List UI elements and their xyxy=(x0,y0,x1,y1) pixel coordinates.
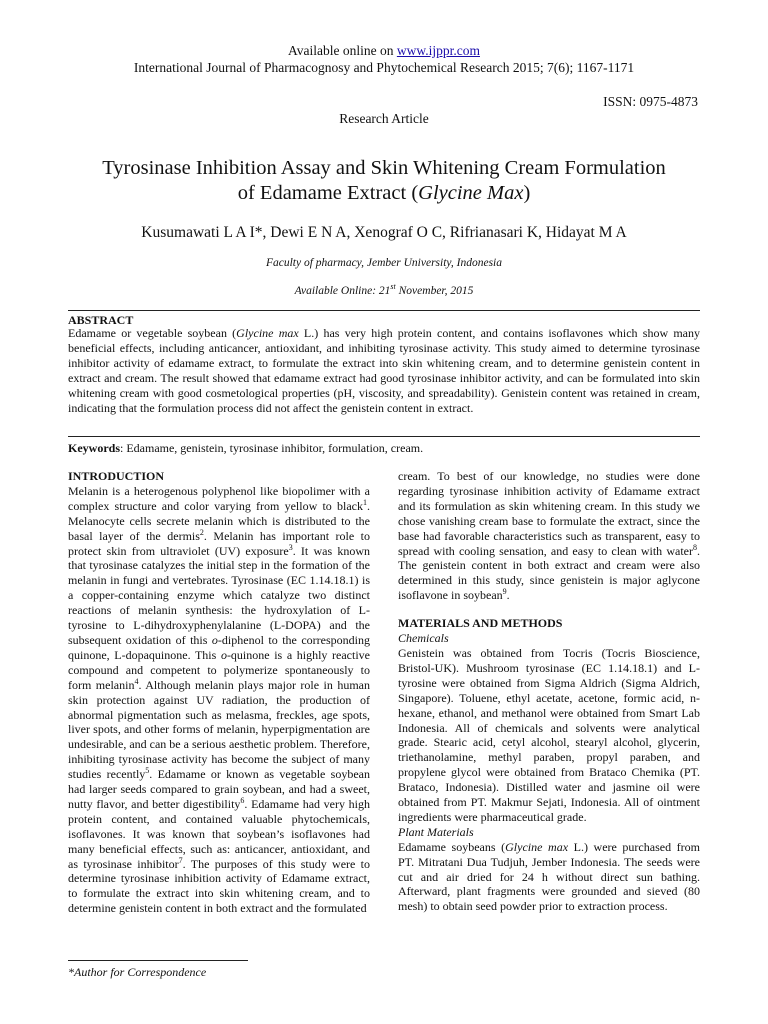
chemicals-text: Genistein was obtained from Tocris (Tocris Bioscience, Bristol-UK). Mushroom tyrosinase (EC 1.14.18.1) and L-tyrosine were obtained from Sigma Aldrich (Sigma Aldrich, Singapore). Toluene, ethyl acetate, acetone, formic acid, n-hexane, ethanol, and methanol were obtained from Smart Lab Indonesia. All of chemicals and solvents were analytical grade. Stearic acid, cetyl alcohol, stearyl alcohol, glycerin, triethanolamine, methyl paraben, propyl paraben, and propylene glycol were obtained from Brataco Chemika (PT. Brataco, Indonesia). Distilled water and jasmine oil were obtained from PT. Makmur Sejati, Indonesia. All of ointment ingredients were pharmaceutical grade. xyxy=(398,645,700,824)
paper-title xyxy=(0,156,768,206)
right-column xyxy=(398,469,700,914)
footnote: *Author for Correspondence xyxy=(68,965,207,979)
abstract-heading: ABSTRACT xyxy=(68,313,134,327)
available-online-date: Available Online: 21st November, 2015 xyxy=(294,282,474,297)
available-prefix: Available online on xyxy=(288,43,397,58)
plant-materials-heading: Plant Materials xyxy=(398,824,474,839)
affiliation: Faculty of pharmacy, Jember University, Indonesia xyxy=(265,257,502,269)
plant-materials-text: Edamame soybeans (Glycine max L.) were purchased from PT. Mitratani Dua Tudjuh, Jember Indonesia. The seeds were cut and air dried for 24 h without direct sun bathing. Afterward, plant fragments were grounded and sieved (80 mesh) to obtain seed powder prior to extraction process. xyxy=(398,839,700,914)
introduction-text: Melanin is a heterogenous polyphenol like biopolimer with a complex structure and color varying from yellow to black$^1$. Melanocyte cells secrete melanin which is distributed to the basal layer of the dermis$^2$. Melanin has important role to protect skin from ultraviolet (UV) exposure$^3$. It was known that tyrosinase catalyzes the initial step in the formation of the melanin in fungi and vertebrates. Tyrosinase (EC 1.14.18.1) is a copper-containing enzyme which catalyze two distinct reactions of melanin synthesis: the hydroxylation of L-tyrosine to L-dihydroxyphenylalanine (L-DOPA) and the subsequent oxidation of this o-diphenol to the corresponding quinone, L-dopaquinone. This o-quinone is a highly reactive compound and competent to polymerize spontaneously to form melanin$^4$. Although melanin plays major role in human skin protection against UV radiation, the production of abnormal pigmentation such as melasma, freckles, age spots, liver spots, and other forms of melanin, hyperpigmentation are undesirable, and can be a serious aesthetic problem. Therefore, inhibiting tyrosinase activity has become the subject of many studies recently$^5$. Edamame or known as vegetable soybean had larger seeds compared to grain soybean, and had a sweet, nutty flavor, and better digestibility$^6$. Edamame had very high protein content, and contained valuable phytochemicals, isoflavones. It was known that soybean’s isoflavones had many beneficial effects, such as: anticancer, antioxidant, and as tyrosinase inhibitor$^7$. The purposes of this study were to determine tyrosinase inhibition activity of Edamame extract, to formulate the extract into skin whitening cream, and to determine genistein content in both extract and the formulated xyxy=(68,483,371,916)
journal-url-link[interactable]: www.ijppr.com xyxy=(396,43,480,58)
abstract-top-rule xyxy=(68,310,700,311)
introduction-continued: cream. To best of our knowledge, no studies were done regarding tyrosinase inhibition activity of Edamame extract and its formulation as skin whitening cream. In this study we chose vanishing cream base to formulate the extract, since the base had favorable characteristics such as transparent, easy to spread with cooling sensation, and easy to clean with water$^8$. The genistein content in both extract and cream were also determined in this study, since genistein is major aglycone isoflavone in soybean$^9$. xyxy=(398,469,700,603)
chemicals-heading: Chemicals xyxy=(398,631,449,646)
keywords: Keywords: Edamame, genistein, tyrosinase inhibitor, formulation, cream. xyxy=(68,441,424,455)
title-line-1: Tyrosinase Inhibition Assay and Skin Whitening Cream Formulation xyxy=(102,157,666,179)
footnote-rule xyxy=(68,960,248,961)
issn: ISSN: 0975-4873 xyxy=(603,94,698,109)
authors: Kusumawati L A I*, Dewi E N A, Xenograf O C, Rifrianasari K, Hidayat M A xyxy=(141,224,627,241)
materials-methods-heading: MATERIALS AND METHODS xyxy=(398,616,563,631)
introduction-heading: INTRODUCTION xyxy=(68,469,165,483)
title-line-2: of Edamame Extract (Glycine Max) xyxy=(237,182,531,204)
header-available-online xyxy=(0,43,768,59)
article-type: Research Article xyxy=(339,111,429,126)
journal-citation: International Journal of Pharmacognosy and Phytochemical Research 2015; 7(6); 1167-1171 xyxy=(133,60,635,75)
abstract-bottom-rule xyxy=(68,436,700,437)
abstract-text: Edamame or vegetable soybean (Glycine max L.) has very high protein content, and contains isoflavones which show many beneficial effects, including anticancer, antioxidant, and inhibiting tyrosinase activity. This study aimed to determine tyrosinase inhibitor activity of edamame extract, to formulate the extract into skin whitening cream, and to determine genistein content in extract and cream. The result showed that edamame extract had good tyrosinase inhibitor activity, and can be formulated into skin whitening cream with good cosmetological properties (pH, viscosity, and spreadability). Genistein content was retained in cream, indicating that the formulation process did not affect the genistein content in extract. xyxy=(68,326,700,415)
left-column xyxy=(68,469,370,916)
